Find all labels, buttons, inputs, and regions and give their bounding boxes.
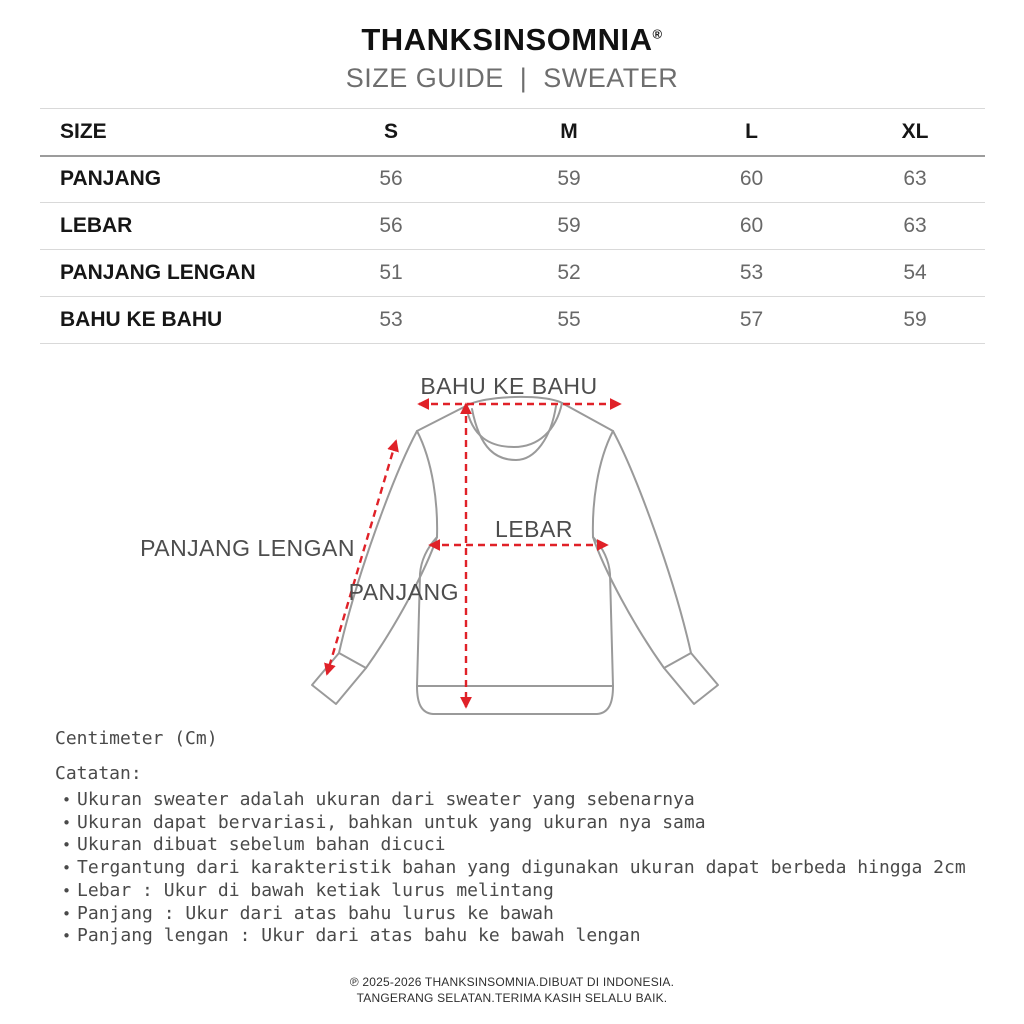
left-shoulder-seam — [417, 406, 466, 431]
notes-section — [55, 728, 1015, 948]
footer-line-2: TANGERANG SELATAN.TERIMA KASIH SELALU BAIK. — [356, 990, 668, 1005]
col-header-l: L — [658, 109, 845, 156]
note-text: Ukuran sweater adalah ukuran dari sweater yang sebenarnya — [77, 789, 695, 810]
left-armhole-seam — [417, 431, 437, 537]
right-sleeve-inner-edge — [593, 537, 664, 668]
bullet-icon: • — [62, 881, 72, 900]
registered-trademark-symbol: ® — [652, 26, 663, 42]
label-panjang: PANJANG — [348, 579, 459, 605]
bullet-icon: • — [62, 927, 72, 946]
collar-inner-curve — [472, 406, 556, 460]
brand-title — [0, 22, 1024, 58]
size-value-cell: 53 — [379, 308, 403, 331]
table-row-lebar — [40, 203, 985, 250]
bullet-icon: • — [62, 859, 72, 878]
note-item — [55, 812, 1015, 835]
collar-outer-curve — [466, 403, 562, 447]
note-text: Panjang : Ukur dari atas bahu lurus ke bawah — [77, 902, 554, 924]
size-table-section — [40, 108, 985, 344]
footer-line-1: ℗ 2025-2026 THANKSINSOMNIA.DIBUAT DI INDONESIA. — [349, 975, 675, 989]
note-item — [55, 857, 1015, 880]
table-row-panjang — [40, 156, 985, 203]
size-value-cell: 56 — [379, 167, 403, 191]
right-shoulder-seam — [562, 403, 613, 431]
bullet-icon: • — [62, 813, 72, 832]
size-value-cell: 55 — [557, 308, 581, 331]
note-item — [55, 880, 1015, 903]
right-armhole-seam — [593, 431, 613, 537]
left-cuff — [312, 653, 366, 704]
note-text: Ukuran dibuat sebelum bahan dicuci — [77, 834, 446, 856]
header — [0, 22, 1024, 94]
sweater-diagram-svg — [0, 355, 1024, 730]
note-text: Ukuran dapat bervariasi, bahkan untuk yang ukuran nya sama — [77, 811, 706, 833]
body-right-edge — [593, 537, 613, 686]
subtitle-left: SIZE GUIDE — [345, 63, 504, 93]
bullet-icon: • — [62, 904, 72, 923]
row-label: BAHU KE BAHU — [60, 308, 223, 331]
note-item — [55, 789, 1015, 812]
row-label: LEBAR — [60, 214, 133, 237]
notes-list — [55, 789, 1015, 948]
size-value-cell: 59 — [903, 308, 927, 331]
page-subtitle — [0, 63, 1024, 94]
size-value-cell: 63 — [903, 214, 927, 237]
size-value-cell: 63 — [903, 167, 927, 191]
right-sleeve-outer-edge — [613, 431, 691, 653]
note-text: Tergantung dari karakteristik bahan yang digunakan ukuran dapat berbeda hingga 2cm — [77, 857, 966, 879]
col-header-s: S — [302, 109, 480, 156]
table-row-bahu-ke-bahu — [40, 297, 985, 344]
table-row-panjang-lengan — [40, 250, 985, 297]
unit-note: Centimeter (Cm) — [55, 728, 218, 749]
table-header-row — [40, 109, 985, 156]
size-table — [40, 108, 985, 344]
right-cuff — [664, 653, 718, 704]
note-item — [55, 834, 1015, 857]
brand-name: THANKSINSOMNIA — [361, 22, 653, 57]
note-item — [55, 925, 1015, 948]
size-value-cell: 56 — [379, 214, 403, 237]
row-label: PANJANG — [60, 167, 162, 191]
row-label: PANJANG LENGAN — [60, 261, 256, 284]
size-value-cell: 54 — [903, 261, 927, 284]
size-value-cell: 60 — [739, 167, 764, 191]
bullet-icon: • — [62, 791, 72, 809]
subtitle-right: SWEATER — [543, 63, 679, 93]
bullet-icon: • — [62, 836, 72, 855]
label-lebar: LEBAR — [495, 516, 573, 542]
col-header-xl: XL — [845, 109, 985, 156]
col-header-m: M — [480, 109, 658, 156]
size-value-cell: 60 — [739, 214, 764, 237]
sweater-outline — [312, 397, 718, 714]
label-panjang-lengan: PANJANG LENGAN — [140, 535, 355, 561]
note-text: Panjang lengan : Ukur dari atas bahu ke bawah lengan — [77, 925, 641, 947]
size-value-cell: 53 — [739, 261, 764, 284]
size-value-cell: 59 — [557, 167, 581, 191]
note-text: Lebar : Ukur di bawah ketiak lurus melintang — [77, 879, 554, 901]
size-value-cell: 57 — [739, 308, 764, 331]
note-item — [55, 903, 1015, 926]
size-value-cell: 59 — [557, 214, 581, 237]
size-value-cell: 52 — [557, 261, 581, 284]
subtitle-divider: | — [519, 63, 528, 93]
notes-title: Catatan: — [55, 763, 142, 784]
sweater-measurement-diagram — [0, 355, 1024, 730]
label-bahu-ke-bahu: BAHU KE BAHU — [420, 373, 598, 399]
hem-bottom-edge — [417, 686, 613, 714]
footer — [0, 975, 1024, 1006]
body-left-edge — [417, 537, 437, 686]
size-value-cell: 51 — [379, 261, 403, 284]
col-header-size: SIZE — [40, 109, 302, 156]
